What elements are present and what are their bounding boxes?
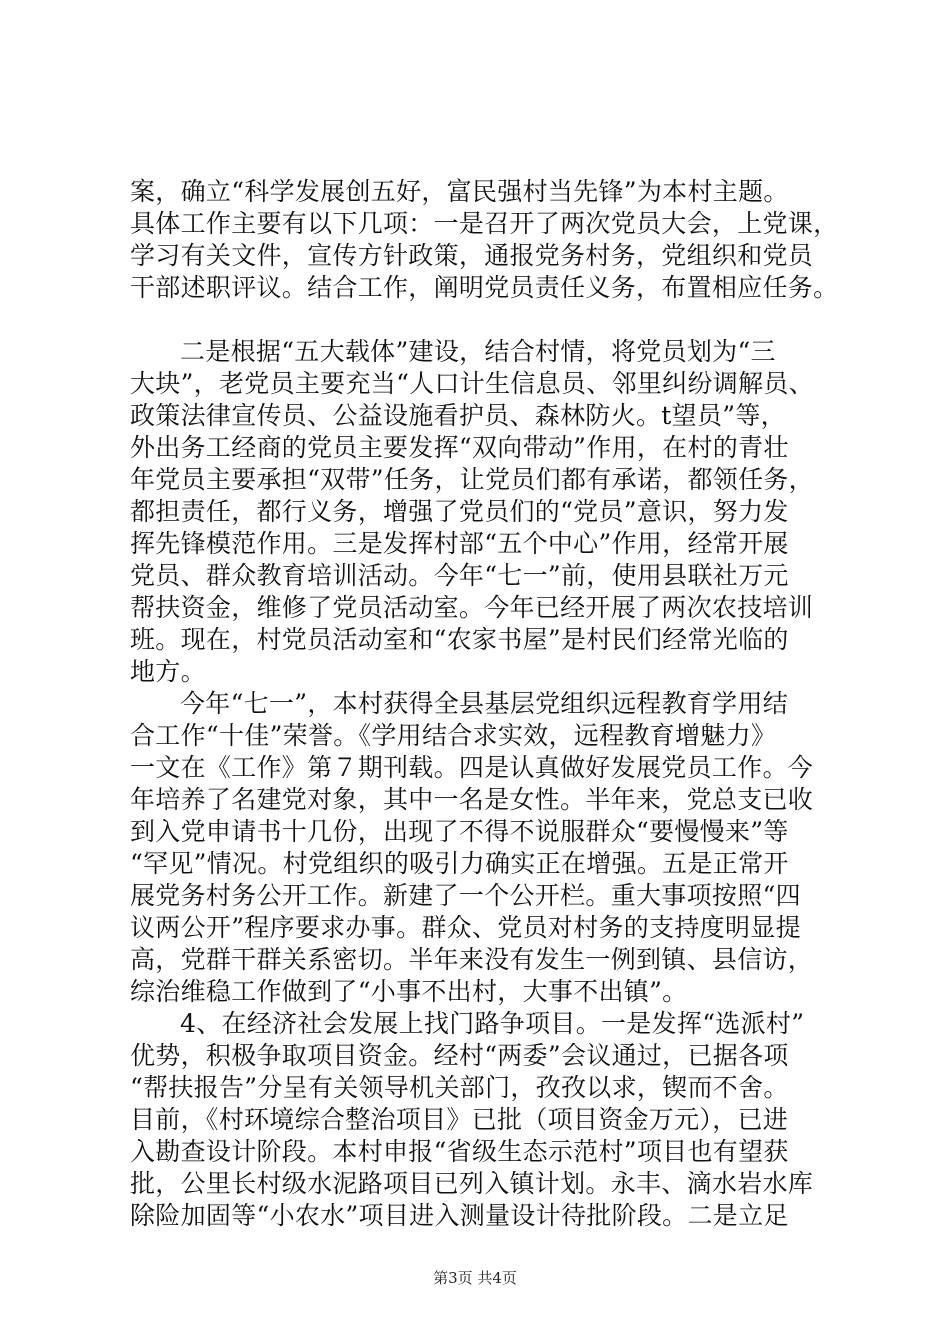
text-line: 地方。 [130,657,206,686]
text-line: 帮扶资金，维修了党员活动室。今年已经开展了两次农技培训 [130,593,814,622]
text-line: 党员、群众教育培训活动。今年“七一”前，使用县联社万元 [130,561,789,590]
document-body [130,176,860,1232]
text-line: 议两公开”程序要求办事。群众、党员对村务的支持度明显提 [130,913,801,942]
text-line: 今年“七一”，本村获得全县基层党组织远程教育学用结 [180,689,789,718]
text-line: 除险加固等“小农水”项目进入测量设计待批阶段。二是立足 [130,1201,789,1230]
text-line: 优势，积极争取项目资金。经村“两委”会议通过，已据各项 [130,1041,789,1070]
text-line: 二是根据“五大载体”建设，结合村情，将党员划为“三 [180,337,776,366]
text-line: 班。现在，村党员活动室和“农家书屋”是村民们经常光临的 [130,625,789,654]
text-line: 高，党群干群关系密切。半年来没有发生一例到镇、县信访， [130,945,814,974]
paragraph-gap [130,304,860,336]
text-line: 一文在《工作》第７期刊载。四是认真做好发展党员工作。今 [130,753,814,782]
text-line: 具体工作主要有以下几项：一是召开了两次党员大会，上党课， [130,209,839,238]
text-line: 合工作“十佳”荣誉。《学用结合求实效，远程教育增魅力》 [130,721,777,750]
text-line: 案，确立“科学发展创五好，富民强村当先锋”为本村主题。 [130,177,789,206]
text-line: 都担责任，都行义务，增强了党员们的“党员”意识，努力发 [130,497,789,526]
text-line: 外出务工经商的党员主要发挥“双向带动”作用，在村的青壮 [130,433,789,462]
text-line: 大块”，老党员主要充当“人口计生信息员、邻里纠纷调解员、 [130,369,814,398]
text-line: 到入党申请书十几份，出现了不得不说服群众“要慢慢来”等 [130,817,789,846]
text-line: 批，公里长村级水泥路项目已列入镇计划。永丰、滴水岩水库 [130,1169,814,1198]
text-line: 4、在经济社会发展上找门路争项目。一是发挥“选派村” [180,1009,805,1038]
text-line: 年培养了名建党对象，其中一名是女性。半年来，党总支已收 [130,785,814,814]
text-line: 学习有关文件，宣传方针政策，通报党务村务，党组织和党员 [130,241,814,270]
text-line: “帮扶报告”分呈有关领导机关部门，孜孜以求，锲而不舍。 [130,1073,789,1102]
text-line: 展党务村务公开工作。新建了一个公开栏。重大事项按照“四 [130,881,801,910]
text-line: 综治维稳工作做到了“小事不出村，大事不出镇”。 [130,977,688,1006]
text-line: 目前，《村环境综合整治项目》已批（项目资金万元），已进 [130,1105,789,1134]
text-line: 年党员主要承担“双带”任务，让党员们都有承诺，都领任务， [130,465,814,494]
text-line: 挥先锋模范作用。三是发挥村部“五个中心”作用，经常开展 [130,529,789,558]
text-line: “罕见”情况。村党组织的吸引力确实正在增强。五是正常开 [130,849,789,878]
text-line: 入勘查设计阶段。本村申报“省级生态示范村”项目也有望获 [130,1137,789,1166]
text-line: 干部述职评议。结合工作，阐明党员责任义务，布置相应任务。 [130,273,839,302]
page-footer: 第3页 共4页 [433,1269,517,1287]
text-line: 政策法律宣传员、公益设施看护员、森林防火。t望员”等， [130,401,786,430]
